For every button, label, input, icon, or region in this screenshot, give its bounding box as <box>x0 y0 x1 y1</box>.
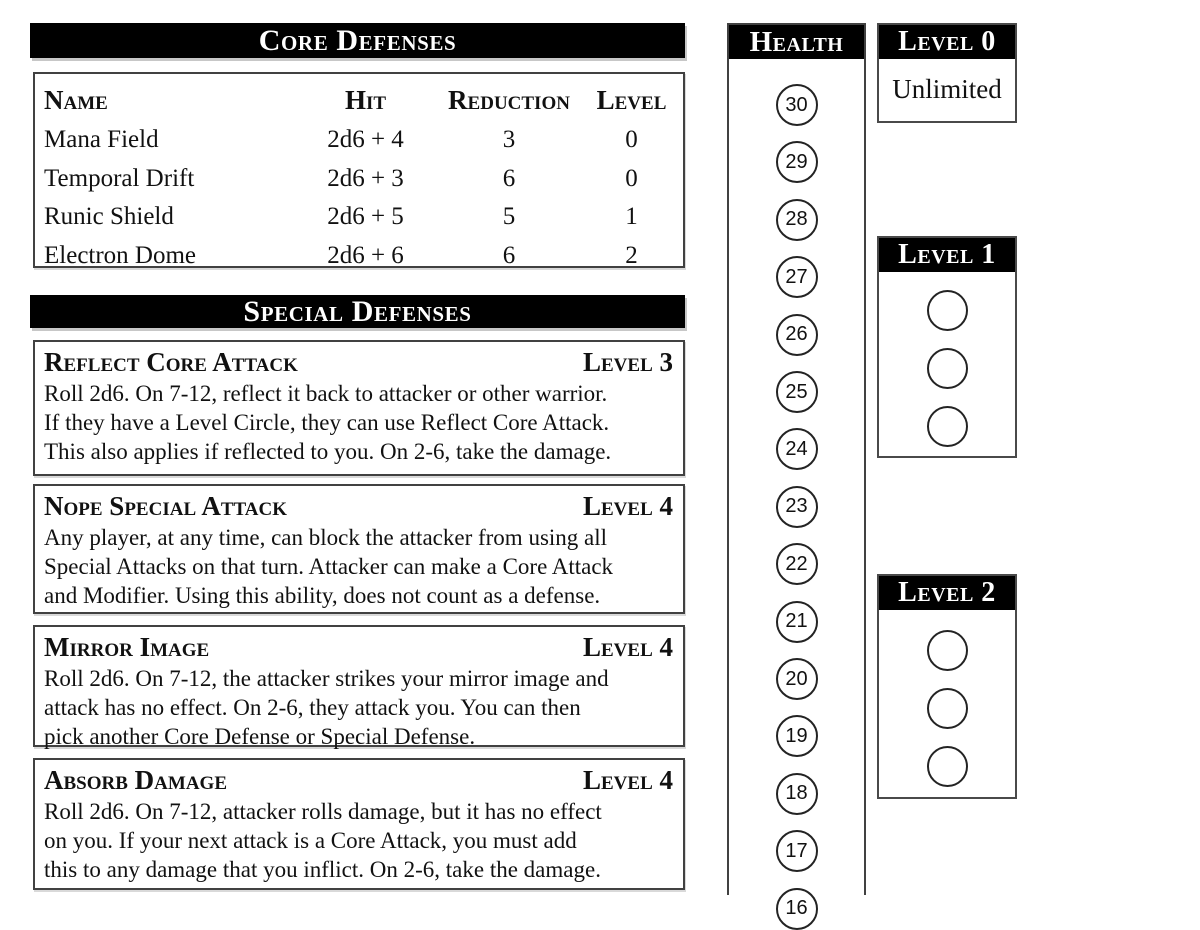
defense-hit-cell: 2d6 + 6 <box>327 241 404 269</box>
column-header-name: Name <box>44 85 108 115</box>
health-value: 20 <box>785 667 808 690</box>
health-circle-19[interactable] <box>776 715 818 757</box>
defense-level-cell: 1 <box>625 203 638 230</box>
health-value: 28 <box>785 208 808 231</box>
card-body-text <box>44 523 673 610</box>
special-defense-card-absorb-damage <box>33 758 685 890</box>
card-body-text <box>44 797 673 884</box>
card-header <box>44 345 673 379</box>
column-header-hit: Hit <box>344 85 387 115</box>
health-circle-27[interactable] <box>776 256 818 298</box>
defense-hit-cell: 2d6 + 4 <box>327 126 404 153</box>
special-defense-card-reflect-core-attack <box>33 340 685 476</box>
level-1-use-circle[interactable] <box>927 290 968 331</box>
level-1-box <box>877 236 1017 458</box>
health-circle-23[interactable] <box>776 486 818 528</box>
level-2-use-circle[interactable] <box>927 630 968 671</box>
health-circle-22[interactable] <box>776 543 818 585</box>
card-level-badge: Level 4 <box>583 765 673 795</box>
health-value: 25 <box>785 380 808 403</box>
card-body-line: Special Attacks on that turn. Attacker can make a Core Attack <box>44 554 614 579</box>
health-value: 16 <box>785 897 808 920</box>
defense-reduction-cell: 6 <box>502 164 516 192</box>
defense-reduction-cell: 5 <box>502 203 516 230</box>
core-defenses-header: Core Defenses <box>30 23 685 58</box>
card-header <box>44 630 673 664</box>
health-circle-29[interactable] <box>776 141 818 183</box>
health-circle-25[interactable] <box>776 371 818 413</box>
health-value: 22 <box>785 552 808 575</box>
card-body-line: This also applies if reflected to you. On 2-6, take the damage. <box>44 439 612 464</box>
level-1-header: Level 1 <box>879 238 1015 272</box>
level-1-body <box>879 272 1015 464</box>
defense-hit-cell: 2d6 + 5 <box>327 203 404 230</box>
health-value: 17 <box>785 839 808 862</box>
level-1-use-circle[interactable] <box>927 406 968 447</box>
defense-hit-cell: 2d6 + 3 <box>327 164 404 192</box>
defense-name-cell: Runic Shield <box>44 203 174 230</box>
column-header-reduction: Reduction <box>448 85 570 115</box>
card-level-badge: Level 3 <box>583 347 673 377</box>
health-circle-16[interactable] <box>776 888 818 930</box>
health-circle-21[interactable] <box>776 601 818 643</box>
health-header: Health <box>729 25 864 59</box>
core-defenses-table <box>33 72 685 268</box>
card-header <box>44 489 673 523</box>
health-circle-30[interactable] <box>776 84 818 126</box>
level-0-box <box>877 23 1017 123</box>
health-value: 26 <box>785 323 808 346</box>
level-2-use-circle[interactable] <box>927 746 968 787</box>
health-circle-24[interactable] <box>776 428 818 470</box>
card-header <box>44 763 673 797</box>
defense-name-cell: Mana Field <box>44 126 159 153</box>
health-value: 29 <box>785 150 808 173</box>
health-value: 21 <box>785 610 808 633</box>
level-2-use-circle[interactable] <box>927 688 968 729</box>
defense-level-cell: 2 <box>625 241 638 269</box>
health-circle-17[interactable] <box>776 830 818 872</box>
defense-name-cell: Electron Dome <box>44 241 197 269</box>
level-2-header: Level 2 <box>879 576 1015 610</box>
level-2-body <box>879 610 1015 804</box>
card-body-line: pick another Core Defense or Special Defense. <box>44 724 476 749</box>
core-defenses-grid <box>35 74 683 275</box>
card-body-line: Any player, at any time, can block the attacker from using all <box>44 525 608 550</box>
health-value: 19 <box>785 724 808 747</box>
level-0-body <box>879 59 1015 119</box>
health-value: 23 <box>785 495 808 518</box>
card-body-line: Roll 2d6. On 7-12, the attacker strikes your mirror image and <box>44 666 609 691</box>
card-body-line: If they have a Level Circle, they can use Reflect Core Attack. <box>44 410 610 435</box>
health-value: 27 <box>785 265 808 288</box>
health-circle-28[interactable] <box>776 199 818 241</box>
card-level-badge: Level 4 <box>583 491 673 521</box>
card-body-line: this to any damage that you inflict. On 2-6, take the damage. <box>44 857 601 882</box>
health-value: 24 <box>785 437 808 460</box>
defense-reduction-cell: 6 <box>502 241 516 269</box>
level-0-uses-label: Unlimited <box>892 74 1002 104</box>
defense-reduction-cell: 3 <box>502 126 516 153</box>
level-2-box <box>877 574 1017 799</box>
special-defense-card-mirror-image <box>33 625 685 747</box>
health-value: 30 <box>785 93 808 116</box>
card-body-line: and Modifier. Using this ability, does not count as a defense. <box>44 583 601 608</box>
card-title: Nope Special Attack <box>44 491 288 521</box>
health-tracker-panel <box>727 23 866 920</box>
card-title: Absorb Damage <box>44 765 227 795</box>
special-defense-card-nope-special-attack <box>33 484 685 614</box>
defense-level-cell: 0 <box>625 164 638 192</box>
card-body-line: Roll 2d6. On 7-12, reflect it back to attacker or other warrior. <box>44 381 608 406</box>
health-circle-26[interactable] <box>776 314 818 356</box>
card-title: Mirror Image <box>44 632 210 662</box>
defense-level-cell: 0 <box>625 126 638 153</box>
card-title: Reflect Core Attack <box>44 347 298 377</box>
card-body-line: on you. If your next attack is a Core Attack, you must add <box>44 828 577 853</box>
special-defenses-header: Special Defenses <box>30 295 685 328</box>
level-0-header: Level 0 <box>879 25 1015 59</box>
level-1-use-circle[interactable] <box>927 348 968 389</box>
card-body-text <box>44 664 673 751</box>
health-value: 18 <box>785 782 808 805</box>
card-body-line: Roll 2d6. On 7-12, attacker rolls damage, but it has no effect <box>44 799 602 824</box>
column-header-level: Level <box>596 85 667 115</box>
health-circle-18[interactable] <box>776 773 818 815</box>
defense-name-cell: Temporal Drift <box>44 164 195 192</box>
card-level-badge: Level 4 <box>583 632 673 662</box>
card-body-text <box>44 379 673 466</box>
health-circle-20[interactable] <box>776 658 818 700</box>
card-body-line: attack has no effect. On 2-6, they attack you. You can then <box>44 695 581 720</box>
